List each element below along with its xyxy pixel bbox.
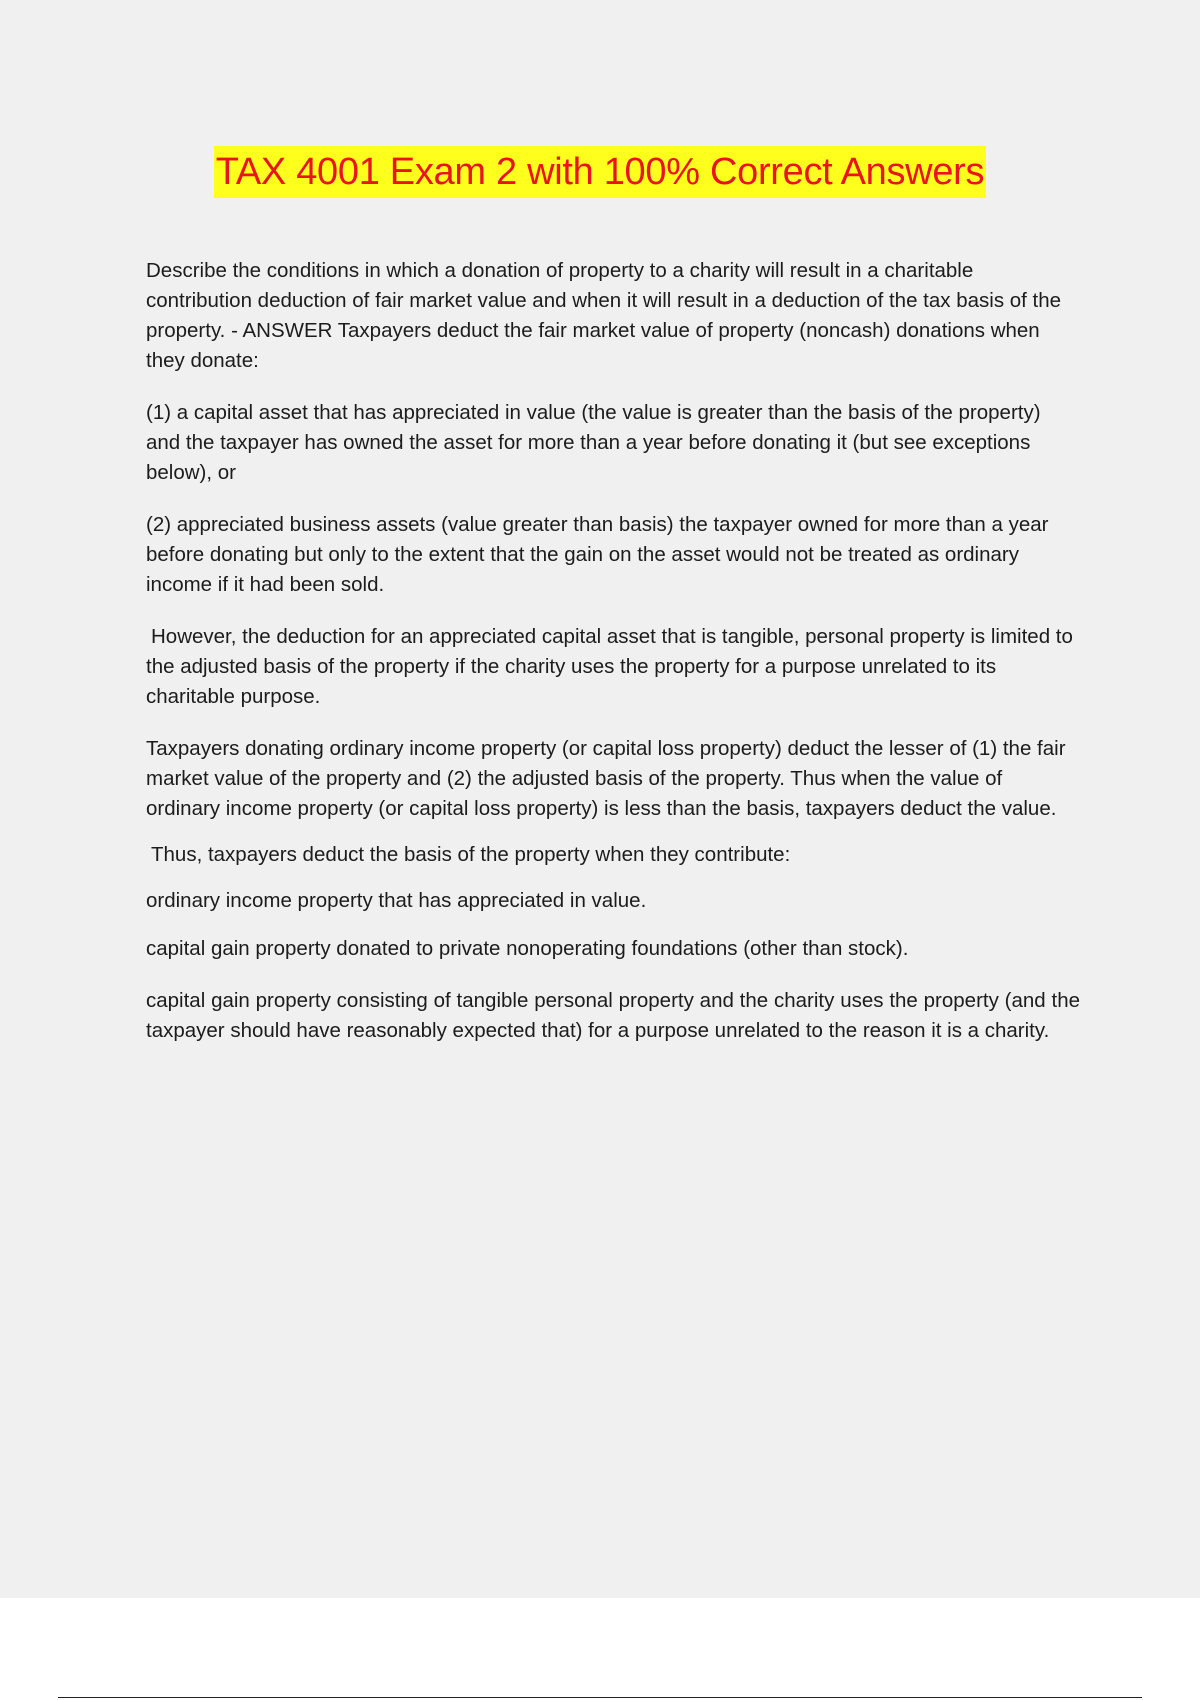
bottom-divider: [58, 1697, 1142, 1698]
document-body: [146, 256, 1080, 1046]
basis-case-2: capital gain property donated to private nonoperating foundations (other than stock).: [146, 937, 909, 960]
title-container: [0, 146, 1200, 198]
basis-case-3: capital gain property consisting of tangible personal property and the charity uses the property (and the taxpayer should have reasonably expected that) for a purpose unrelated to the reason it is a charity.: [146, 989, 1080, 1042]
question-paragraph: Describe the conditions in which a donation of property to a charity will result in a charitable contribution deduction of fair market value and when it will result in a deduction of the tax basis of the property. - ANSWER Taxpayers deduct the fair market value of property (noncash) donations when they donate:: [146, 259, 1062, 372]
ordinary-income-paragraph: Taxpayers donating ordinary income property (or capital loss property) deduct the lesser of (1) the fair market value of the property and (2) the adjusted basis of the property. Thus when the value of ordinary income property (or capital loss property) is less than the basis, taxpayers deduct the value.: [146, 737, 1066, 820]
answer-item-2: (2) appreciated business assets (value greater than basis) the taxpayer owned for more than a year before donating but only to the extent that the gain on the asset would not be treated as ordinary income if it had been sold.: [146, 513, 1049, 596]
page-title: TAX 4001 Exam 2 with 100% Correct Answers: [214, 146, 986, 198]
basis-intro-paragraph: Thus, taxpayers deduct the basis of the property when they contribute:: [151, 843, 791, 866]
basis-case-1: ordinary income property that has appreciated in value.: [146, 889, 647, 912]
answer-item-1: (1) a capital asset that has appreciated in value (the value is greater than the basis of the property) and the taxpayer has owned the asset for more than a year before donating it (but see exceptions below), or: [146, 401, 1041, 484]
exception-paragraph: However, the deduction for an appreciated capital asset that is tangible, personal property is limited to the adjusted basis of the property if the charity uses the property for a purpose unrelated to its charitable purpose.: [146, 625, 1073, 708]
